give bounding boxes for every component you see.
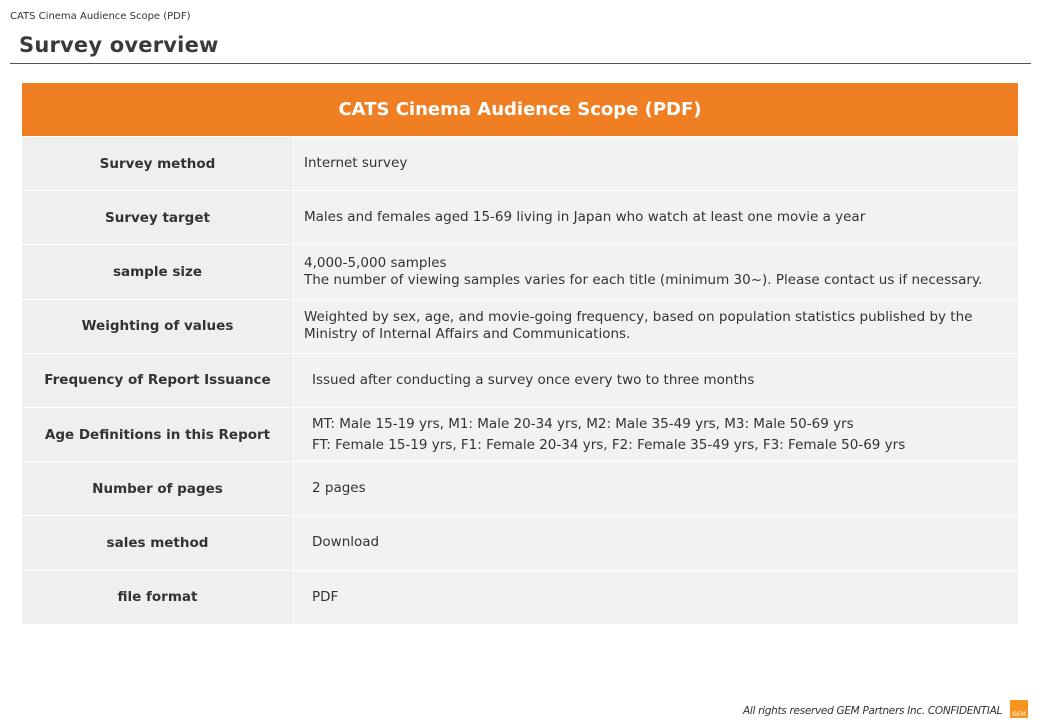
value-line: Download	[312, 534, 380, 551]
row-value	[294, 408, 1018, 461]
row-label: Number of pages	[22, 462, 293, 515]
row-value	[294, 354, 1018, 407]
table-row-age-definitions	[22, 407, 1018, 461]
logo-text: GEM	[1012, 711, 1026, 718]
row-value	[294, 571, 1018, 624]
row-label: Frequency of Report Issuance	[22, 354, 293, 407]
copyright-footer: All rights reserved GEM Partners Inc. CONFIDENTIAL	[742, 705, 1002, 717]
overview-table	[22, 83, 1018, 624]
table-row-sample-size	[22, 244, 1018, 298]
value-line: Weighted by sex, age, and movie-going frequency, based on population statistics published by the	[304, 309, 973, 326]
value-line: The number of viewing samples varies for each title (minimum 30~). Please contact us if necessary.	[304, 271, 983, 288]
title-divider	[10, 63, 1031, 64]
breadcrumb: CATS Cinema Audience Scope (PDF)	[10, 11, 191, 22]
table-row-file-format	[22, 570, 1018, 624]
value-line: Internet survey	[304, 155, 408, 172]
value-line: Ministry of Internal Affairs and Communications.	[304, 326, 631, 343]
row-label: Survey method	[22, 137, 293, 190]
row-label: sample size	[22, 245, 293, 298]
row-value	[294, 245, 1018, 298]
row-value	[294, 137, 1018, 190]
table-row-sales-method	[22, 515, 1018, 569]
row-value	[294, 300, 1018, 353]
row-label: Survey target	[22, 191, 293, 244]
value-line: PDF	[312, 588, 339, 605]
table-row-survey-method	[22, 136, 1018, 190]
row-label: Weighting of values	[22, 300, 293, 353]
company-logo	[1010, 700, 1028, 718]
row-label: sales method	[22, 516, 293, 569]
value-line: 4,000-5,000 samples	[304, 254, 447, 271]
row-value	[294, 462, 1018, 515]
value-line: Males and females aged 15-69 living in Japan who watch at least one movie a year	[304, 209, 866, 226]
table-title: CATS Cinema Audience Scope (PDF)	[22, 83, 1018, 136]
row-label: Age Definitions in this Report	[22, 408, 293, 461]
value-line: FT: Female 15-19 yrs, F1: Female 20-34 yrs, F2: Female 35-49 yrs, F3: Female 50-69 yrs	[312, 436, 906, 453]
page-title: Survey overview	[19, 33, 219, 57]
table-row-frequency	[22, 353, 1018, 407]
row-value	[294, 191, 1018, 244]
table-row-survey-target	[22, 190, 1018, 244]
value-line: Issued after conducting a survey once every two to three months	[312, 371, 755, 388]
table-row-pages	[22, 461, 1018, 515]
row-label: file format	[22, 571, 293, 624]
value-line: MT: Male 15-19 yrs, M1: Male 20-34 yrs, M2: Male 35-49 yrs, M3: Male 50-69 yrs	[312, 415, 854, 432]
row-value	[294, 516, 1018, 569]
value-line: 2 pages	[312, 480, 366, 497]
table-row-weighting	[22, 299, 1018, 353]
